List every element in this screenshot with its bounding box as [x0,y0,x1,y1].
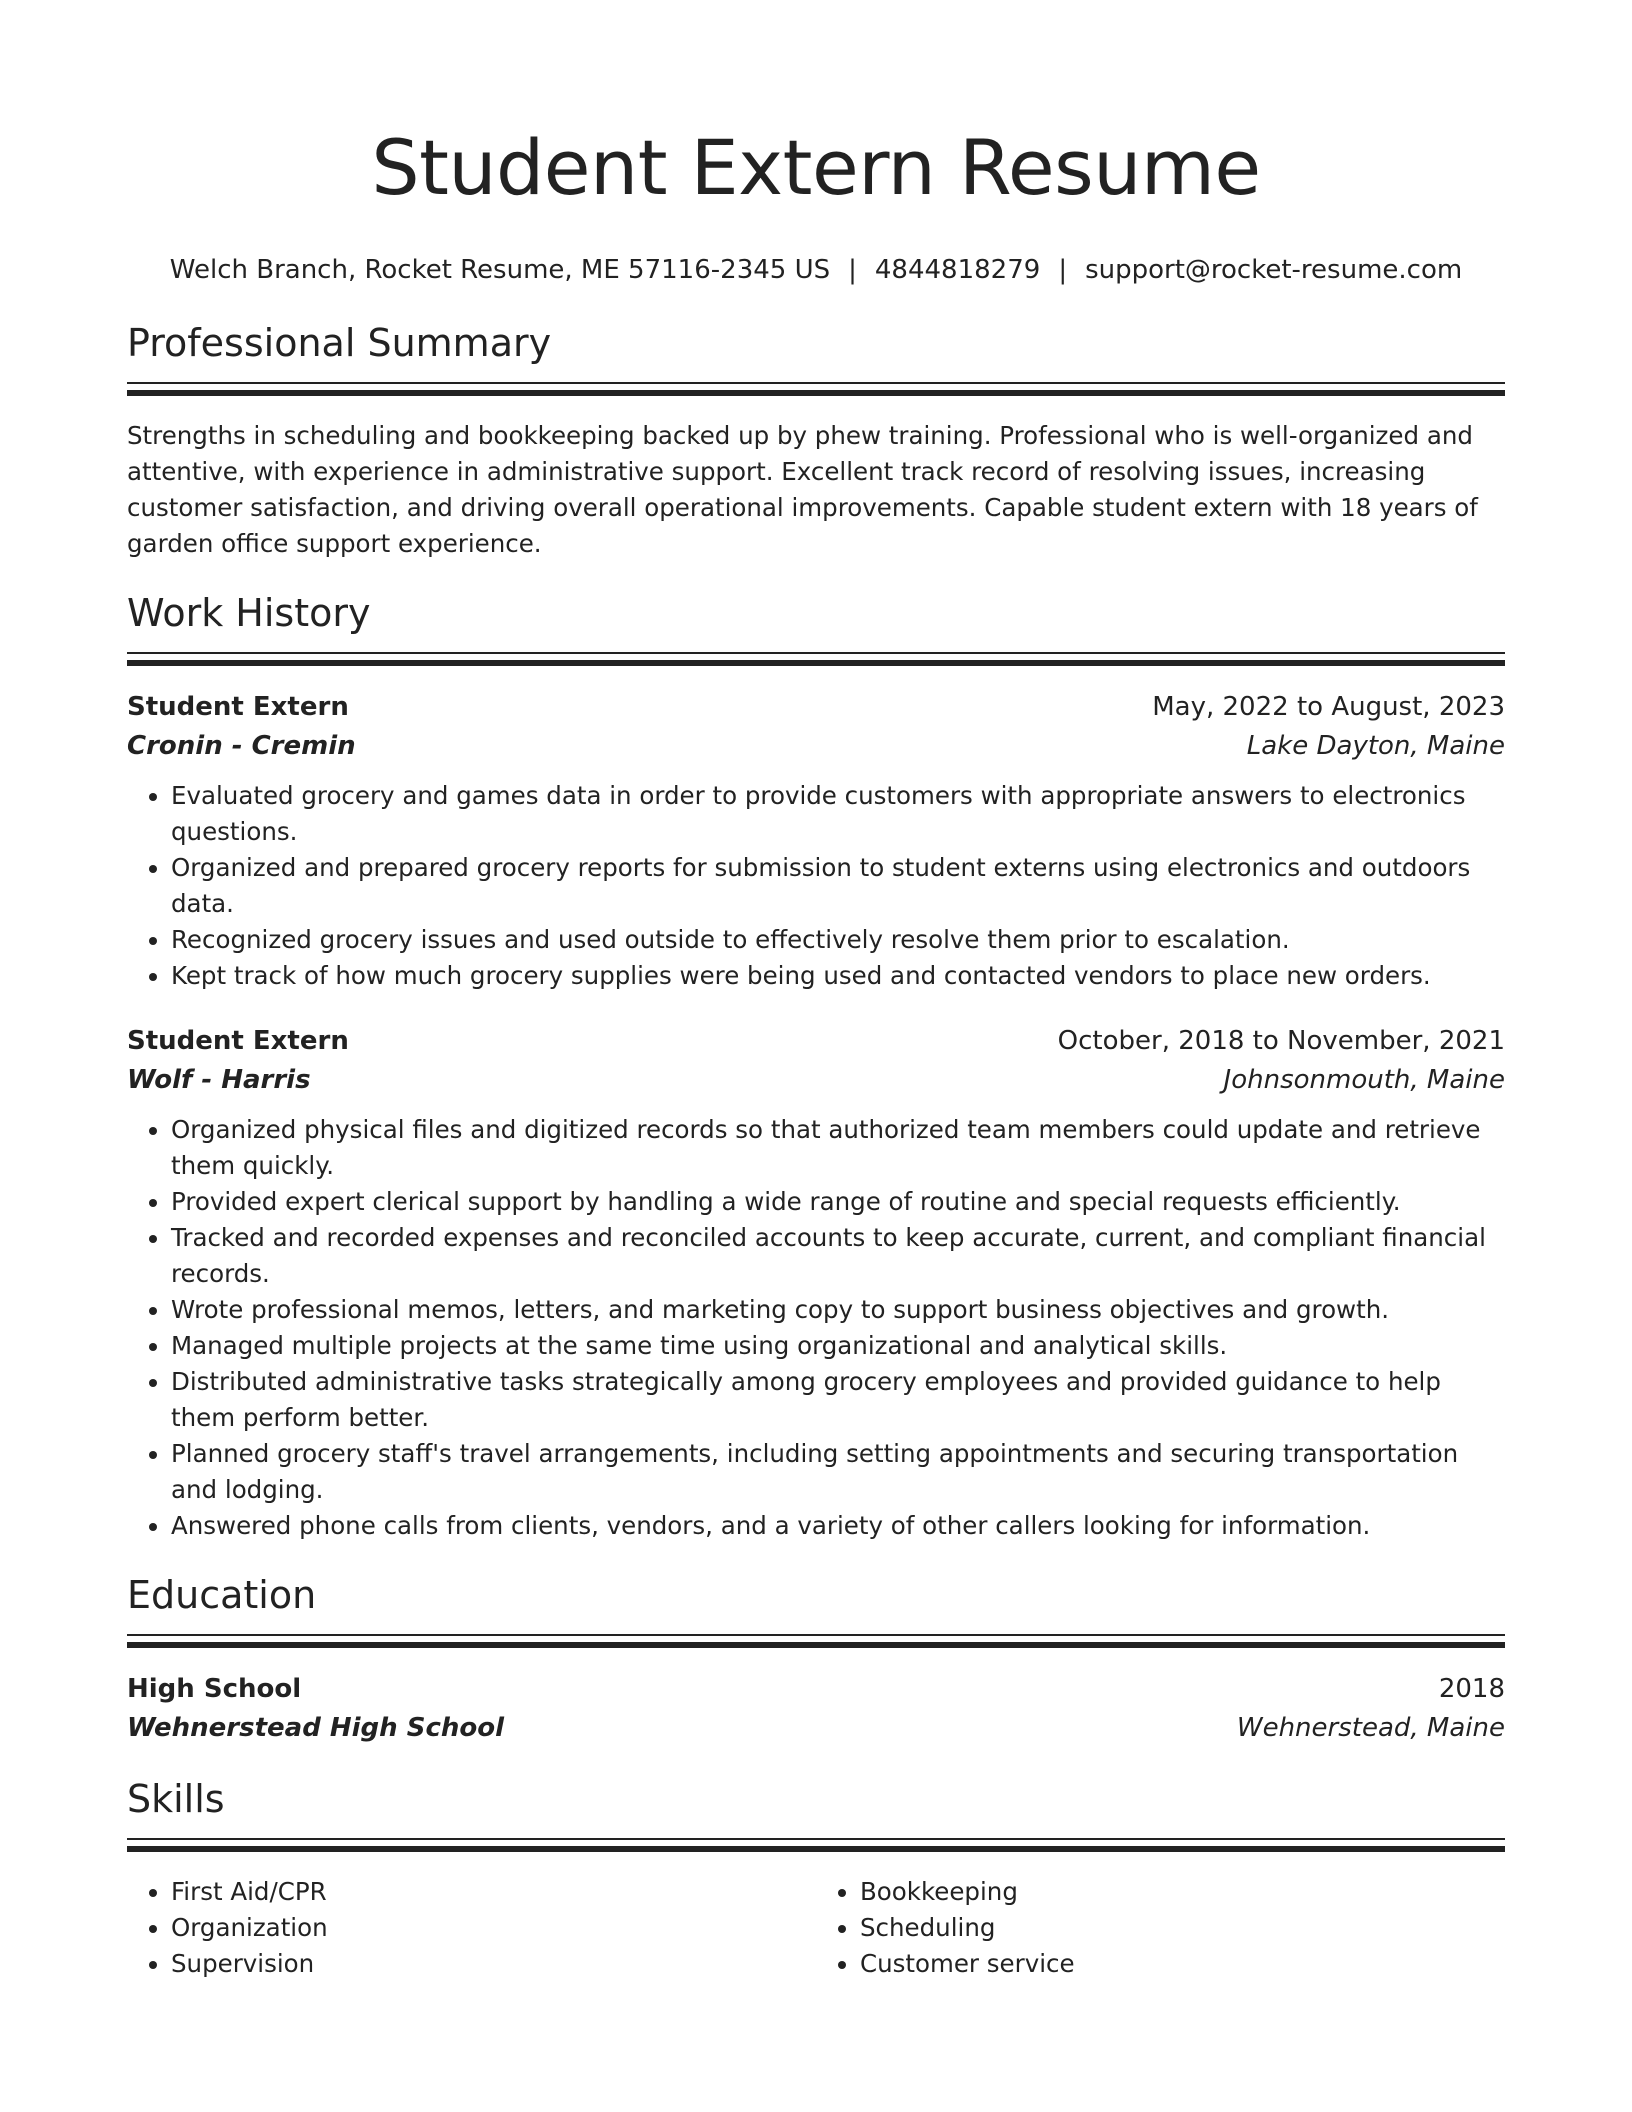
list-item: • Provided expert clerical support by handling a wide range of routine and special requests efficiently. [171,1184,1505,1220]
list-item: • Evaluated grocery and games data in order to provide customers with appropriate answers to electronics questions. [171,778,1505,850]
list-item: • Organized physical files and digitized records so that authorized team members could update and retrieve them quickly. [171,1112,1505,1184]
resume-title: Student Extern Resume [371,123,1261,212]
contact-phone: 4844818279 [874,255,1041,285]
section-heading-summary: Professional Summary [127,321,552,365]
skills-list-right [816,1874,1505,1982]
skill-item: • First Aid/CPR [171,1874,816,1910]
job-dates: May, 2022 to August, 2023 [1152,692,1505,722]
section-heading-skills: Skills [127,1777,225,1821]
job-header-row [127,1022,1505,1060]
contact-line [127,252,1505,288]
section-divider [127,382,1505,396]
skills-list-left [127,1874,816,1982]
job-company: Cronin - Cremin [127,731,356,761]
section-heading-work-history: Work History [127,591,371,635]
job-company-row [127,726,1505,766]
list-item: • Tracked and recorded expenses and reconciled accounts to keep accurate, current, and compliant financial records. [171,1220,1505,1292]
skill-item: • Customer service [860,1946,1505,1982]
education-year: 2018 [1438,1674,1505,1704]
list-item: • Organized and prepared grocery reports for submission to student externs using electronics and outdoors data. [171,850,1505,922]
job-entry [127,1022,1505,1544]
work-history-section [127,588,1505,1544]
job-bullets [127,778,1505,994]
job-company: Wolf - Harris [127,1065,311,1095]
section-divider [127,1634,1505,1648]
skill-item: • Organization [171,1910,816,1946]
skills-section [127,1774,1505,1982]
section-heading-education: Education [127,1573,317,1617]
list-item: • Distributed administrative tasks strategically among grocery employees and provided guidance to help them perform better. [171,1364,1505,1436]
education-school: Wehnerstead High School [127,1713,504,1743]
list-item: • Managed multiple projects at the same time using organizational and analytical skills. [171,1328,1505,1364]
education-header-row [127,1670,1505,1708]
job-company-row [127,1060,1505,1100]
job-entry [127,688,1505,994]
job-bullets [127,1112,1505,1544]
list-item: • Wrote professional memos, letters, and marketing copy to support business objectives and growth. [171,1292,1505,1328]
skill-item: • Scheduling [860,1910,1505,1946]
job-title: Student Extern [127,1026,349,1056]
job-header-row [127,688,1505,726]
contact-address: Welch Branch, Rocket Resume, ME 57116-2345 US [169,255,831,285]
list-item: • Answered phone calls from clients, vendors, and a variety of other callers looking for information. [171,1508,1505,1544]
skills-columns [127,1874,1505,1982]
contact-email: support@rocket-resume.com [1085,255,1463,285]
job-location: Lake Dayton, Maine [1246,731,1505,761]
summary-text: Strengths in scheduling and bookkeeping backed up by phew training. Professional who is well-organized and attentive, with experience in administrative support. Excellent track record of resolving issues, increasing customer satisfaction, and driving overall operational improvements. Capable student extern with 18 years of garden office support experience. [127,421,1478,558]
education-section [127,1570,1505,1748]
job-dates: October, 2018 to November, 2021 [1057,1026,1505,1056]
section-divider [127,1838,1505,1852]
contact-separator: | [848,255,857,285]
contact-separator: | [1058,255,1068,285]
education-location: Wehnerstead, Maine [1236,1713,1505,1743]
skill-item: • Supervision [171,1946,816,1982]
skill-item: • Bookkeeping [860,1874,1505,1910]
list-item: • Planned grocery staff's travel arrangements, including setting appointments and securing transportation and lodging. [171,1436,1505,1508]
list-item: • Kept track of how much grocery supplies were being used and contacted vendors to place new orders. [171,958,1505,994]
summary-section [127,318,1505,562]
education-school-row [127,1708,1505,1748]
job-location: Johnsonmouth, Maine [1223,1065,1505,1095]
section-divider [127,652,1505,666]
education-degree: High School [127,1674,302,1704]
job-title: Student Extern [127,692,349,722]
list-item: • Recognized grocery issues and used outside to effectively resolve them prior to escalation. [171,922,1505,958]
